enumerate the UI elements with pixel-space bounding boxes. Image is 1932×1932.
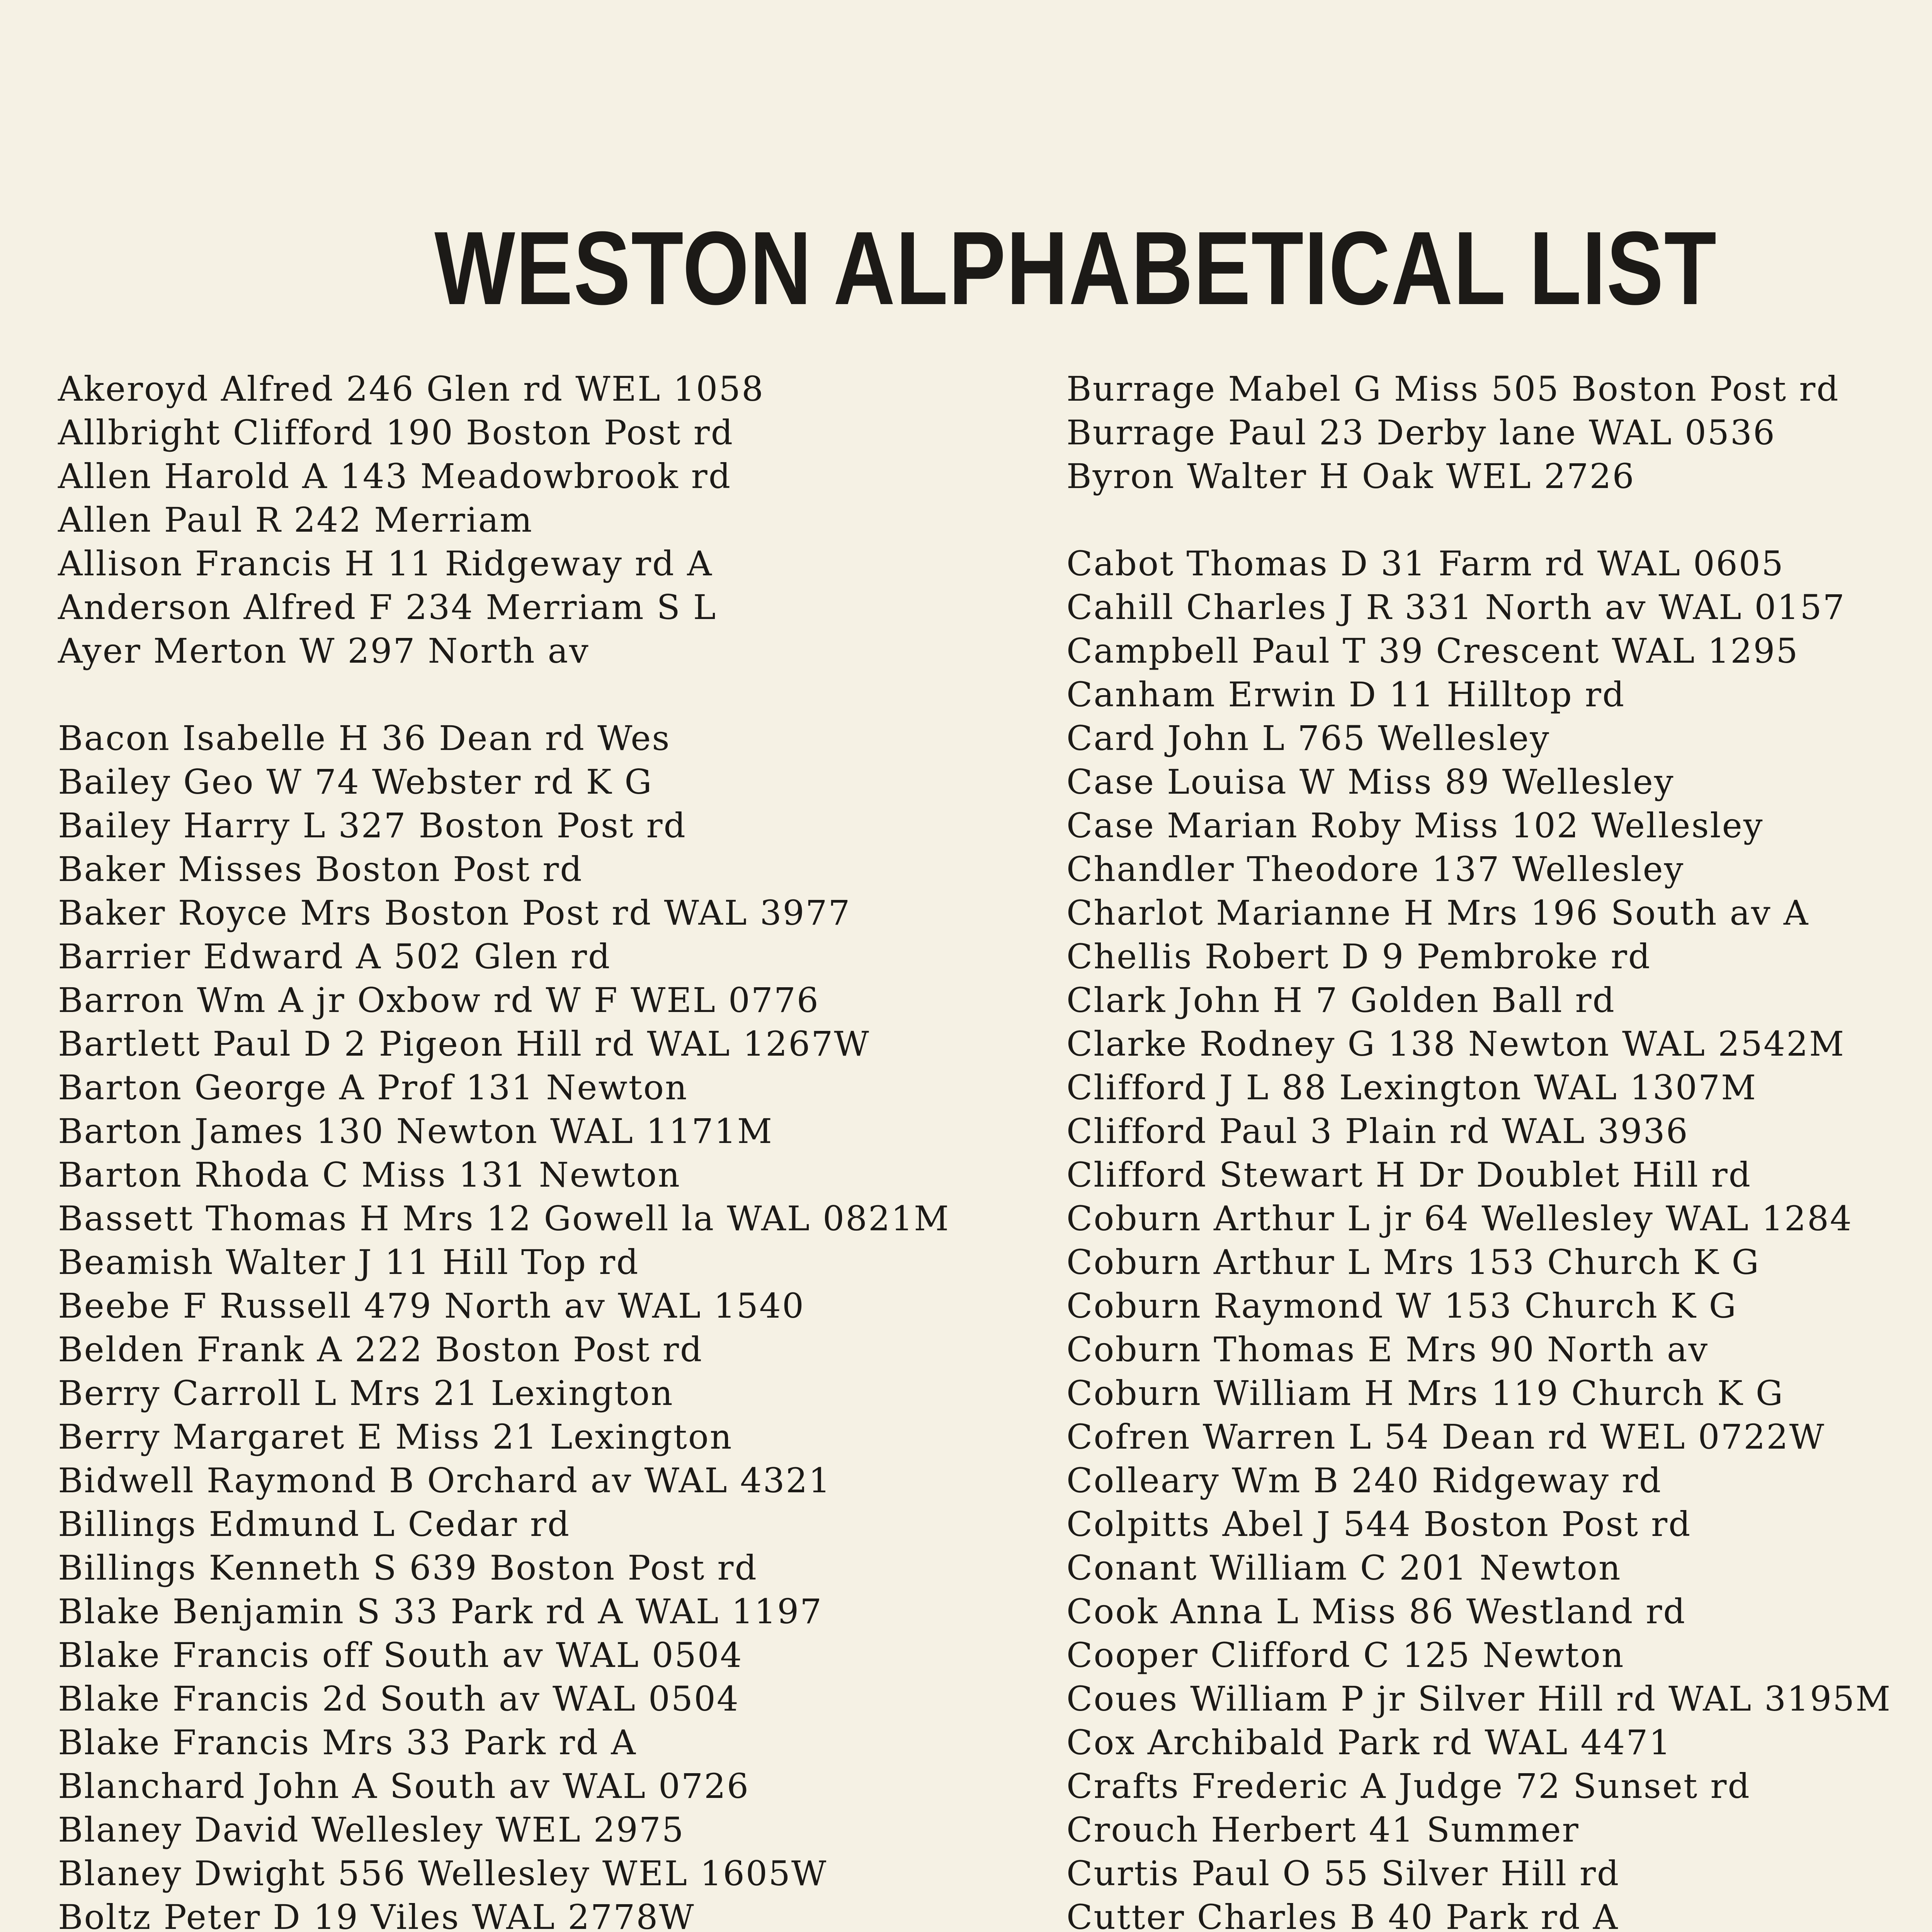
directory-entry: Barron Wm A jr Oxbow rd W F WEL 0776 <box>58 980 820 1020</box>
directory-entry: Cahill Charles J R 331 North av WAL 0157 <box>1066 587 1846 627</box>
directory-entry: Bailey Geo W 74 Webster rd K G <box>58 762 653 802</box>
directory-entry: Blanchard John A South av WAL 0726 <box>58 1766 750 1806</box>
directory-entry: Byron Walter H Oak WEL 2726 <box>1066 456 1635 496</box>
directory-entry: Barrier Edward A 502 Glen rd <box>58 937 611 976</box>
directory-entry: Colpitts Abel J 544 Boston Post rd <box>1066 1504 1692 1544</box>
directory-entry: Ayer Merton W 297 North av <box>58 631 590 671</box>
directory-entry: Coburn Raymond W 153 Church K G <box>1066 1286 1737 1326</box>
directory-entry: Charlot Marianne H Mrs 196 South av A <box>1066 893 1810 933</box>
directory-entry: Cutter Charles B 40 Park rd A <box>1066 1897 1619 1932</box>
directory-entry: Bartlett Paul D 2 Pigeon Hill rd WAL 1267W <box>58 1024 870 1064</box>
directory-entry: Billings Edmund L Cedar rd <box>58 1504 571 1544</box>
directory-entry: Bassett Thomas H Mrs 12 Gowell la WAL 0821M <box>58 1199 950 1238</box>
directory-entry: Baker Royce Mrs Boston Post rd WAL 3977 <box>58 893 851 933</box>
directory-entry: Barton George A Prof 131 Newton <box>58 1068 688 1107</box>
left-column <box>58 367 1024 1932</box>
directory-entry: Colleary Wm B 240 Ridgeway rd <box>1066 1461 1662 1500</box>
directory-entry: Akeroyd Alfred 246 Glen rd WEL 1058 <box>58 369 765 409</box>
directory-entry: Clifford Paul 3 Plain rd WAL 3936 <box>1066 1111 1689 1151</box>
directory-entry: Boltz Peter D 19 Viles WAL 2778W <box>58 1897 695 1932</box>
directory-entry: Cabot Thomas D 31 Farm rd WAL 0605 <box>1066 544 1784 583</box>
directory-entry: Cox Archibald Park rd WAL 4471 <box>1066 1723 1672 1762</box>
directory-entry: Canham Erwin D 11 Hilltop rd <box>1066 675 1626 714</box>
right-column <box>1066 367 1932 1932</box>
directory-entry: Clifford J L 88 Lexington WAL 1307M <box>1066 1068 1757 1107</box>
directory-entry: Crafts Frederic A Judge 72 Sunset rd <box>1066 1766 1751 1806</box>
directory-entry: Barton Rhoda C Miss 131 Newton <box>58 1155 681 1195</box>
directory-entry: Burrage Paul 23 Derby lane WAL 0536 <box>1066 413 1776 452</box>
directory-entry: Coues William P jr Silver Hill rd WAL 3195M <box>1066 1679 1892 1719</box>
directory-entry: Berry Carroll L Mrs 21 Lexington <box>58 1373 674 1413</box>
directory-entry: Blake Francis Mrs 33 Park rd A <box>58 1723 637 1762</box>
directory-entry: Chandler Theodore 137 Wellesley <box>1066 849 1685 889</box>
directory-entry: Allen Paul R 242 Merriam <box>58 500 533 540</box>
directory-entry: Allen Harold A 143 Meadowbrook rd <box>58 456 732 496</box>
directory-entry: Cook Anna L Miss 86 Westland rd <box>1066 1592 1686 1631</box>
directory-entry: Case Louisa W Miss 89 Wellesley <box>1066 762 1675 802</box>
directory-entry: Coburn Thomas E Mrs 90 North av <box>1066 1330 1709 1369</box>
directory-entry: Billings Kenneth S 639 Boston Post rd <box>58 1548 758 1588</box>
directory-entry: Case Marian Roby Miss 102 Wellesley <box>1066 806 1764 845</box>
directory-entry: Blaney David Wellesley WEL 2975 <box>58 1810 685 1850</box>
directory-entry: Bidwell Raymond B Orchard av WAL 4321 <box>58 1461 832 1500</box>
directory-entry: Coburn Arthur L jr 64 Wellesley WAL 1284 <box>1066 1199 1853 1238</box>
directory-entry: Coburn William H Mrs 119 Church K G <box>1066 1373 1784 1413</box>
directory-entry: Card John L 765 Wellesley <box>1066 718 1550 758</box>
directory-entry: Conant William C 201 Newton <box>1066 1548 1622 1588</box>
directory-entry: Blake Benjamin S 33 Park rd A WAL 1197 <box>58 1592 823 1631</box>
directory-entry: Coburn Arthur L Mrs 153 Church K G <box>1066 1242 1760 1282</box>
directory-entry: Anderson Alfred F 234 Merriam S L <box>58 587 717 627</box>
directory-entry: Chellis Robert D 9 Pembroke rd <box>1066 937 1651 976</box>
page-title: WESTON ALPHABETICAL LIST <box>434 210 1717 327</box>
directory-entry: Berry Margaret E Miss 21 Lexington <box>58 1417 733 1457</box>
directory-entry: Allbright Clifford 190 Boston Post rd <box>58 413 734 452</box>
directory-entry: Curtis Paul O 55 Silver Hill rd <box>1066 1854 1620 1893</box>
directory-entry: Baker Misses Boston Post rd <box>58 849 583 889</box>
directory-entry: Cooper Clifford C 125 Newton <box>1066 1635 1625 1675</box>
directory-entry: Bailey Harry L 327 Boston Post rd <box>58 806 687 845</box>
directory-entry: Bacon Isabelle H 36 Dean rd Wes <box>58 718 671 758</box>
directory-entry: Campbell Paul T 39 Crescent WAL 1295 <box>1066 631 1799 671</box>
directory-entry: Belden Frank A 222 Boston Post rd <box>58 1330 703 1369</box>
directory-entry: Burrage Mabel G Miss 505 Boston Post rd <box>1066 369 1840 409</box>
directory-entry: Blake Francis 2d South av WAL 0504 <box>58 1679 740 1719</box>
directory-entry: Clark John H 7 Golden Ball rd <box>1066 980 1616 1020</box>
directory-entry: Blaney Dwight 556 Wellesley WEL 1605W <box>58 1854 828 1893</box>
directory-entry: Beebe F Russell 479 North av WAL 1540 <box>58 1286 805 1326</box>
directory-entry: Beamish Walter J 11 Hill Top rd <box>58 1242 639 1282</box>
directory-entry: Blake Francis off South av WAL 0504 <box>58 1635 743 1675</box>
directory-entry: Barton James 130 Newton WAL 1171M <box>58 1111 774 1151</box>
directory-entry: Clifford Stewart H Dr Doublet Hill rd <box>1066 1155 1752 1195</box>
section-gap <box>1066 498 1932 542</box>
directory-entry: Clarke Rodney G 138 Newton WAL 2542M <box>1066 1024 1845 1064</box>
directory-entry: Cofren Warren L 54 Dean rd WEL 0722W <box>1066 1417 1825 1457</box>
directory-entry: Allison Francis H 11 Ridgeway rd A <box>58 544 713 583</box>
section-gap <box>58 673 1024 716</box>
directory-entry: Crouch Herbert 41 Summer <box>1066 1810 1580 1850</box>
